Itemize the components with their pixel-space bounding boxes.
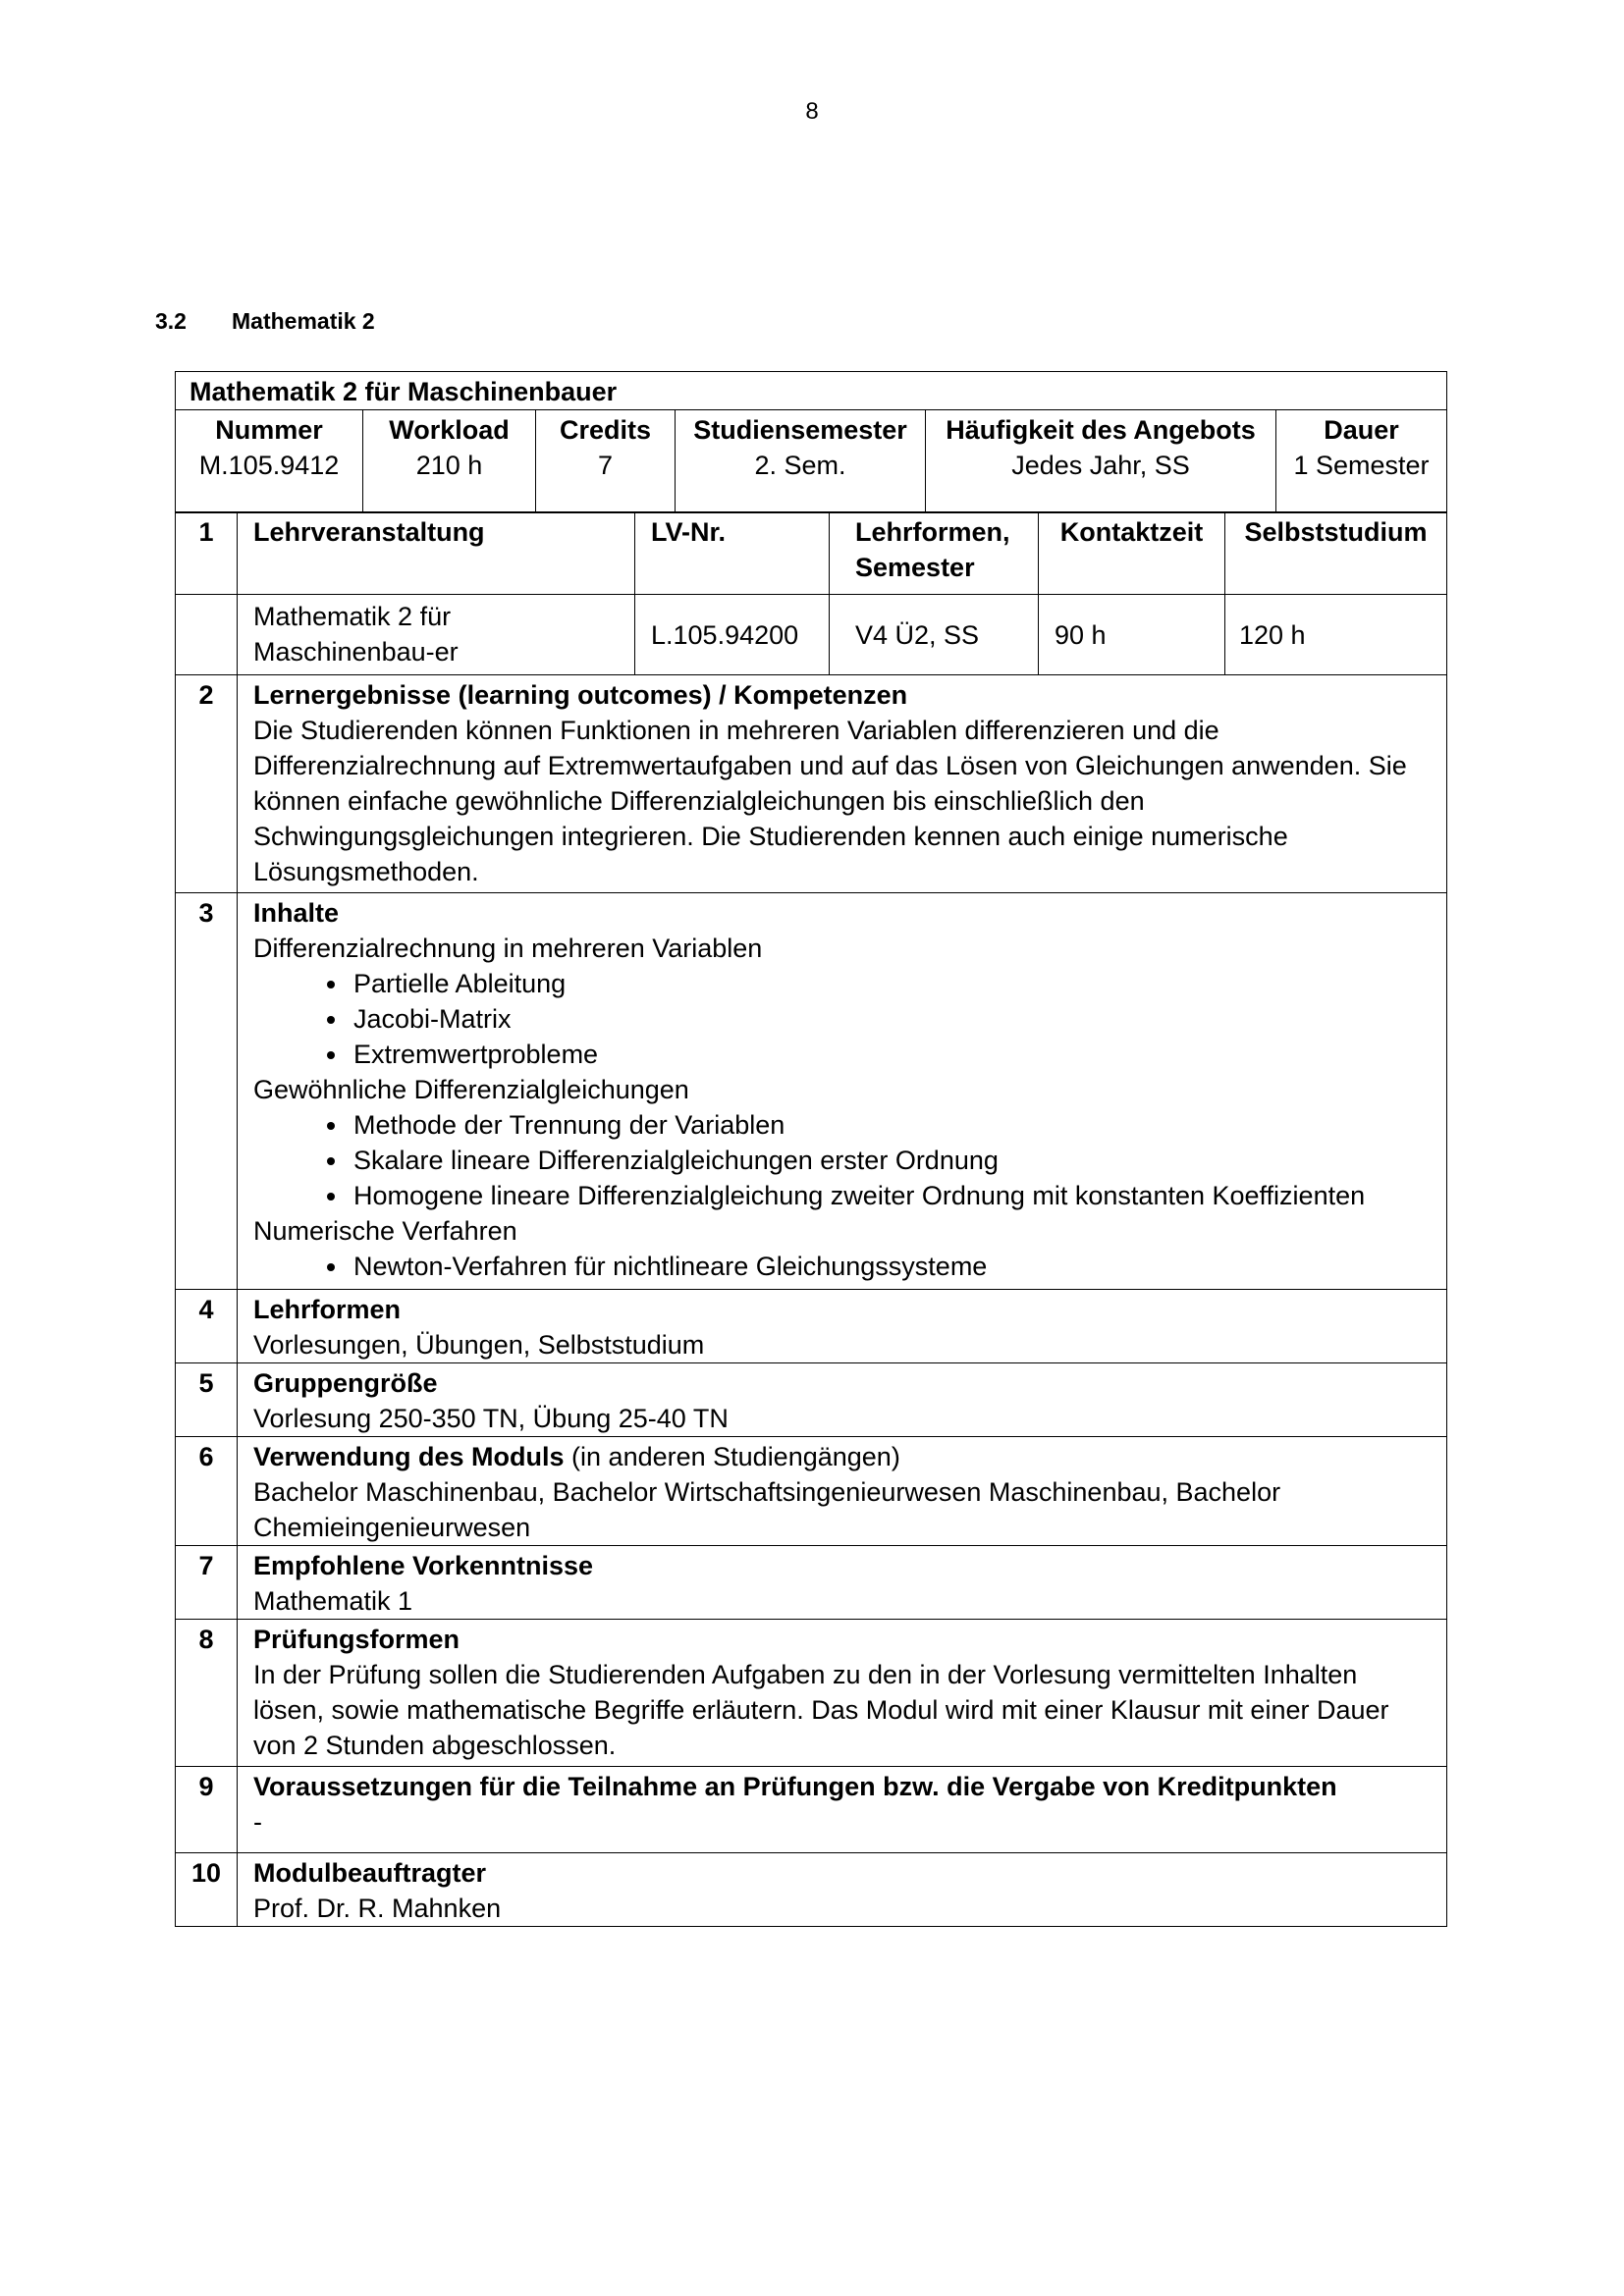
section-title: Mathematik 2 <box>232 308 375 334</box>
meta-label: Nummer <box>215 415 323 445</box>
meta-label: Häufigkeit des Angebots <box>946 415 1256 445</box>
meta-workload <box>363 410 536 513</box>
course-row <box>176 595 1447 675</box>
section-row-lehrformen <box>176 1290 1447 1363</box>
section-body <box>238 893 1447 1290</box>
section-text: Mathematik 1 <box>253 1586 413 1616</box>
row-number: 6 <box>176 1437 238 1546</box>
header-lehrveranstaltung: Lehrveranstaltung <box>238 512 635 595</box>
section-number: 3.2 <box>155 308 187 334</box>
course-header-row <box>176 512 1447 595</box>
header-selbststudium: Selbststudium <box>1225 512 1447 595</box>
list-item: • Partielle Ableitung <box>350 966 1435 1001</box>
row-number: 3 <box>176 893 238 1290</box>
content-group-title: Differenzialrechnung in mehreren Variablen <box>253 934 763 963</box>
section-row-gruppengroesse <box>176 1363 1447 1437</box>
meta-label: Credits <box>559 415 652 445</box>
section-body <box>238 1853 1447 1927</box>
meta-value: 2. Sem. <box>754 451 846 480</box>
meta-value: M.105.9412 <box>198 451 340 480</box>
meta-studiensemester <box>676 410 926 513</box>
row-number: 1 <box>176 512 238 595</box>
row-number: 2 <box>176 675 238 893</box>
section-body <box>238 1546 1447 1620</box>
meta-value: Jedes Jahr, SS <box>1011 451 1190 480</box>
meta-value: 1 Semester <box>1293 451 1430 480</box>
list-item: • Skalare lineare Differenzialgleichungen erster Ordnung <box>350 1143 1435 1178</box>
module-header-table <box>175 371 1447 513</box>
section-heading: Verwendung des Moduls <box>253 1442 565 1471</box>
row-number: 4 <box>176 1290 238 1363</box>
section-body <box>238 1363 1447 1437</box>
section-text: - <box>253 1807 262 1837</box>
list-item: • Homogene lineare Differenzialgleichung zweiter Ordnung mit konstanten Koeffizienten <box>350 1178 1435 1213</box>
section-heading: Prüfungsformen <box>253 1625 460 1654</box>
section-heading: Voraussetzungen für die Teilnahme an Prüfungen bzw. die Vergabe von Kreditpunkten <box>253 1772 1337 1801</box>
course-kontaktzeit: 90 h <box>1039 595 1225 675</box>
section-row-learning-outcomes <box>176 675 1447 893</box>
row-number: 7 <box>176 1546 238 1620</box>
section-text: Bachelor Maschinenbau, Bachelor Wirtschaftsingenieurwesen Maschinenbau, Bachelor Chemieingenieurwesen <box>253 1477 1281 1542</box>
meta-label: Workload <box>389 415 510 445</box>
section-text: Prof. Dr. R. Mahnken <box>253 1894 502 1923</box>
module-title: Mathematik 2 für Maschinenbauer <box>176 372 1447 410</box>
course-lv-nr: L.105.94200 <box>635 595 830 675</box>
section-row-voraussetzungen <box>176 1767 1447 1853</box>
section-heading-suffix: (in anderen Studiengängen) <box>564 1442 900 1471</box>
content-group-title: Gewöhnliche Differenzialgleichungen <box>253 1075 689 1104</box>
row-number: 10 <box>176 1853 238 1927</box>
list-item: • Extremwertprobleme <box>350 1037 1435 1072</box>
section-row-verwendung <box>176 1437 1447 1546</box>
section-heading: Lehrformen <box>253 1295 402 1324</box>
section-row-inhalte <box>176 893 1447 1290</box>
meta-label: Dauer <box>1324 415 1399 445</box>
module-description-table <box>175 511 1447 1927</box>
section-heading: Empfohlene Vorkenntnisse <box>253 1551 594 1580</box>
list-item: • Methode der Trennung der Variablen <box>350 1107 1435 1143</box>
meta-dauer <box>1276 410 1447 513</box>
section-body <box>238 1290 1447 1363</box>
meta-value: 210 h <box>415 451 483 480</box>
section-row-pruefungsformen <box>176 1620 1447 1767</box>
section-body <box>238 1767 1447 1853</box>
row-number: 8 <box>176 1620 238 1767</box>
section-heading <box>155 308 375 335</box>
section-row-modulbeauftragter <box>176 1853 1447 1927</box>
meta-haeufigkeit <box>926 410 1276 513</box>
section-body <box>238 1620 1447 1767</box>
content-group-title: Numerische Verfahren <box>253 1216 517 1246</box>
content-list <box>253 1107 1435 1213</box>
course-selbststudium: 120 h <box>1225 595 1447 675</box>
header-lehrformen: Lehrformen, Semester <box>830 512 1039 595</box>
section-heading: Inhalte <box>253 898 340 928</box>
section-body <box>238 1437 1447 1546</box>
content-list <box>253 966 1435 1072</box>
course-name: Mathematik 2 für Maschinenbau-er <box>238 595 635 675</box>
content-list <box>253 1249 1435 1284</box>
header-lv-nr: LV-Nr. <box>635 512 830 595</box>
row-number: 5 <box>176 1363 238 1437</box>
meta-label: Studiensemester <box>693 415 907 445</box>
meta-nummer <box>176 410 363 513</box>
list-item: • Newton-Verfahren für nichtlineare Gleichungssysteme <box>350 1249 1435 1284</box>
meta-value: 7 <box>597 451 614 480</box>
header-kontaktzeit: Kontaktzeit <box>1039 512 1225 595</box>
section-row-vorkenntnisse <box>176 1546 1447 1620</box>
course-lehrformen: V4 Ü2, SS <box>830 595 1039 675</box>
row-number: 9 <box>176 1767 238 1853</box>
section-body <box>238 675 1447 893</box>
section-heading: Gruppengröße <box>253 1368 438 1398</box>
list-item: • Jacobi-Matrix <box>350 1001 1435 1037</box>
meta-credits <box>536 410 676 513</box>
section-heading: Lernergebnisse (learning outcomes) / Kompetenzen <box>253 680 908 710</box>
section-text: Vorlesung 250-350 TN, Übung 25-40 TN <box>253 1404 729 1433</box>
section-text: Vorlesungen, Übungen, Selbststudium <box>253 1330 705 1360</box>
page-number: 8 <box>805 98 819 125</box>
section-text: Die Studierenden können Funktionen in mehreren Variablen differenzieren und die Differenzialrechnung auf Extremwertaufgaben und auf das Lösen von Gleichungen anwenden. Sie können einfache gewöhnliche Differenzialgleichungen bis einschließlich den Schwingungsgleichungen integrieren. Die Studierenden kennen auch einige numerische Lösungsmethoden. <box>253 716 1407 886</box>
section-text: In der Prüfung sollen die Studierenden Aufgaben zu den in der Vorlesung vermittelten Inhalten lösen, sowie mathematische Begriffe erläutern. Das Modul wird mit einer Klausur mit einer Dauer von 2 Stunden abgeschlossen. <box>253 1660 1389 1760</box>
section-heading: Modulbeauftragter <box>253 1858 487 1888</box>
